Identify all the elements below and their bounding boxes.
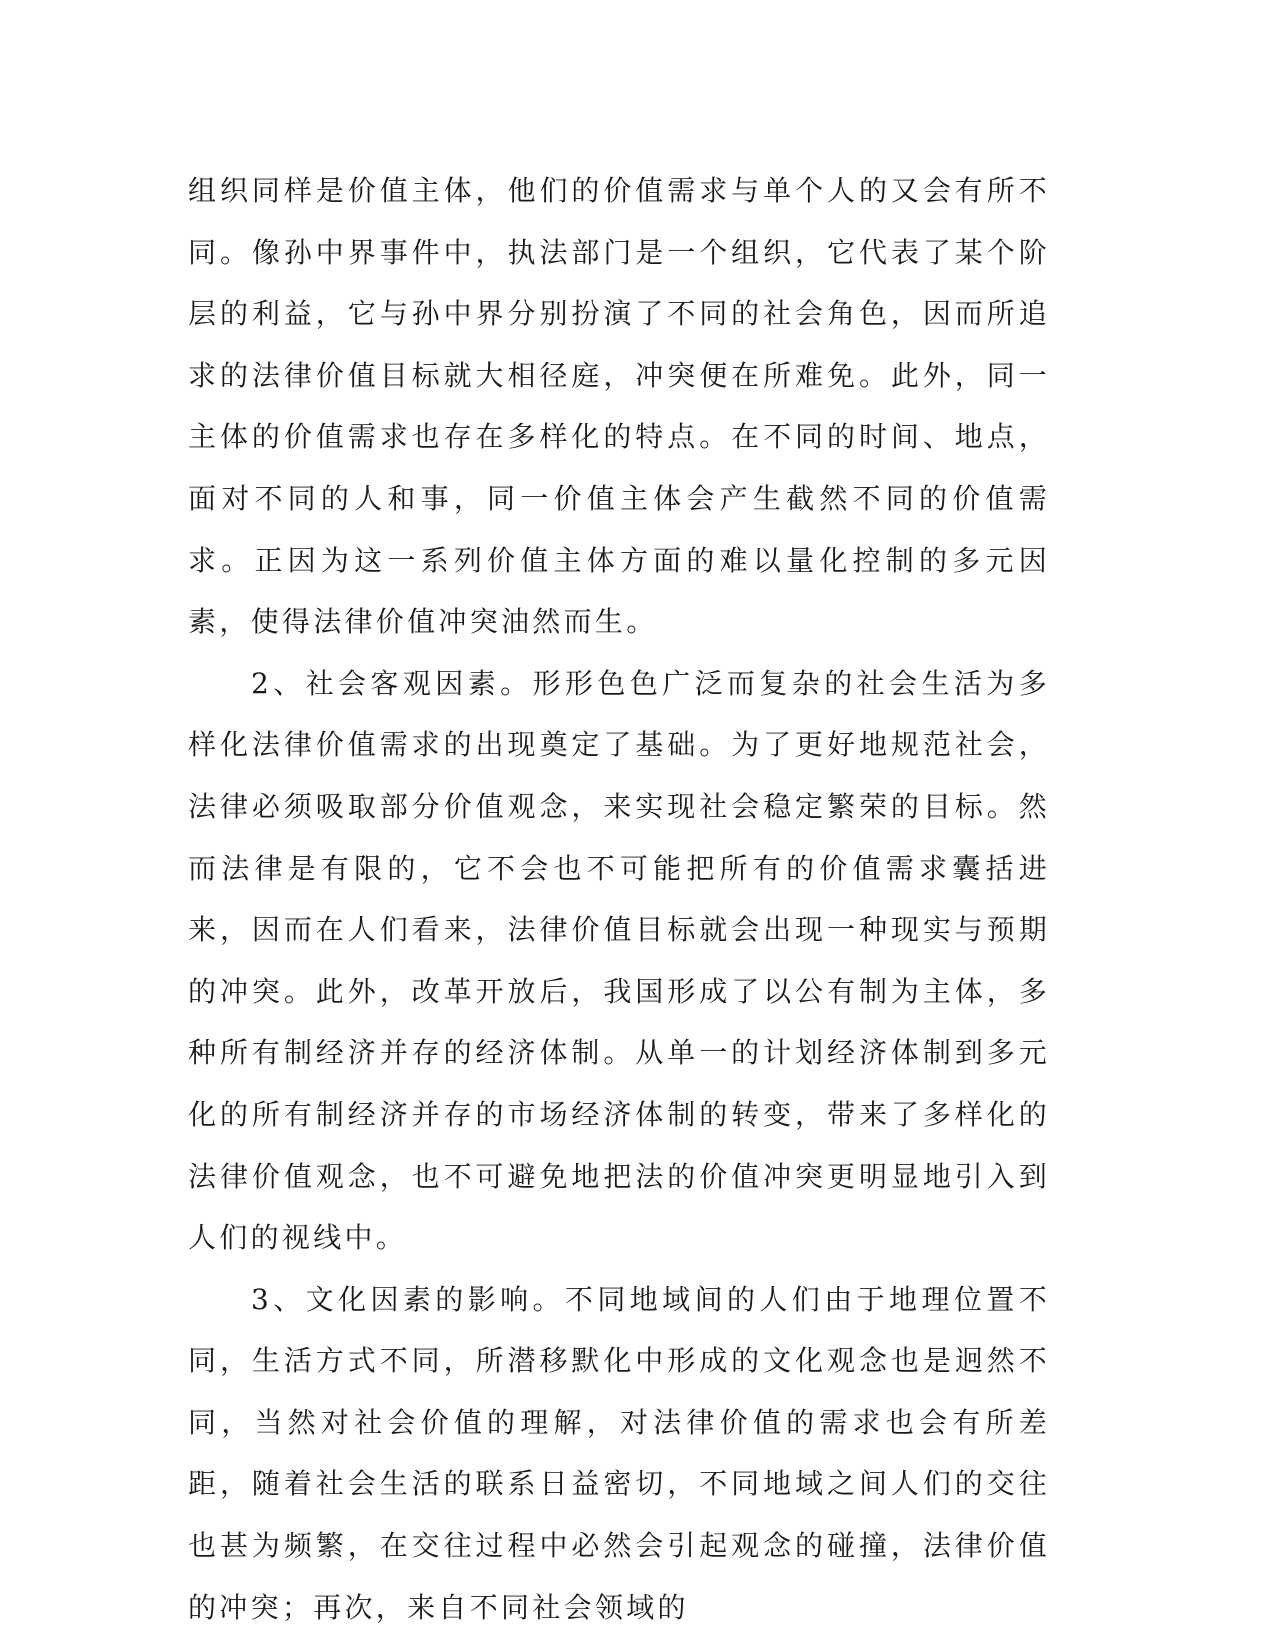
paragraph-social-factors: 2、社会客观因素。形形色色广泛而复杂的社会生活为多样化法律价值需求的出现奠定了基础。为了更好地规范社会，法律必须吸取部分价值观念，来实现社会稳定繁荣的目标。然而法律是有限的，它不会也不可能把所有的价值需求囊括进来，因而在人们看来，法律价值目标就会出现一种现实与预期的冲突。此外，改革开放后，我国形成了以公有制为主体，多种所有制经济并存的经济体制。从单一的计划经济体制到多元化的所有制经济并存的市场经济体制的转变，带来了多样化的法律价值观念，也不可避免地把法的价值冲突更明显地引入到人们的视线中。: [188, 666, 1050, 1255]
paragraph-continuation: 组织同样是价值主体，他们的价值需求与单个人的又会有所不同。像孙中界事件中，执法部门是一个组织，它代表了某个阶层的利益，它与孙中界分别扮演了不同的社会角色，因而所追求的法律价值目标就大相径庭，冲突便在所难免。此外，同一主体的价值需求也存在多样化的特点。在不同的时间、地点，面对不同的人和事，同一价值主体会产生截然不同的价值需求。正因为这一系列价值主体方面的难以量化控制的多元因素，使得法律价值冲突油然而生。: [188, 174, 1050, 639]
paragraph-cultural-factors: 3、文化因素的影响。不同地域间的人们由于地理位置不同，生活方式不同，所潜移默化中形成的文化观念也是迥然不同，当然对社会价值的理解，对法律价值的需求也会有所差距，随着社会生活的联系日益密切，不同地域之间人们的交往也甚为频繁，在交往过程中必然会引起观念的碰撞，法律价值的冲突；再次，来自不同社会领域的: [188, 1282, 1050, 1624]
body-text: [188, 160, 1050, 1638]
